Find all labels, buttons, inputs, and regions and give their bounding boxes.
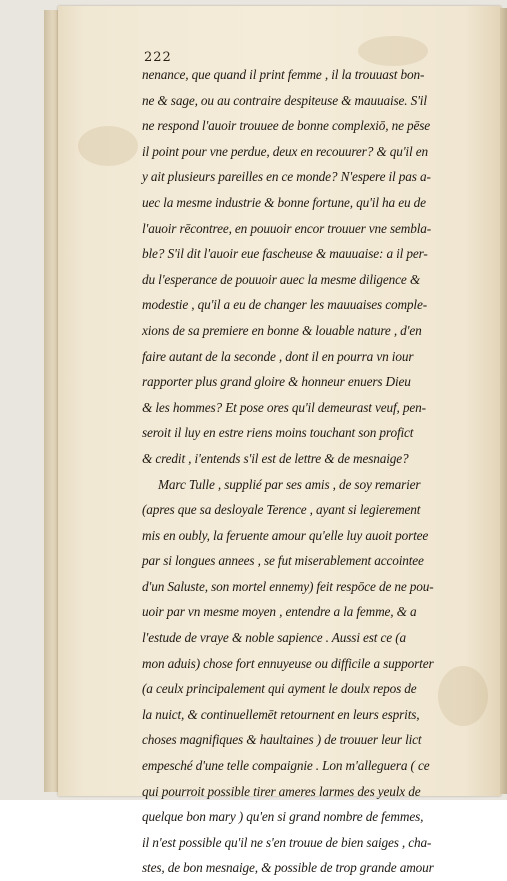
text-line: & credit , i'entends s'il est de lettre & de mesnaige?: [142, 450, 409, 466]
text-line: l'auoir rēcontree, en pouuoir encor trouuer vne sembla-: [142, 220, 432, 236]
page-edge-right: [500, 8, 507, 794]
text-line: (a ceulx principalement qui ayment le doulx repos de: [142, 681, 417, 697]
text-line: seroit il luy en estre riens moins touchant son profict: [142, 425, 414, 441]
text-line: quelque bon mary ) qu'en si grand nombre de femmes,: [142, 809, 424, 825]
text-line: la nuict, & continuellemēt retournent en leurs esprits,: [142, 706, 420, 722]
text-line: d'un Saluste, son mortel ennemy) feit respōce de ne pou-: [142, 578, 434, 594]
text-line: & les hommes? Et pose ores qu'il demeurast veuf, pen-: [142, 399, 426, 415]
text-line: l'estude de vraye & noble sapience . Aussi est ce (a: [142, 630, 406, 646]
paper-stain: [78, 126, 138, 166]
text-line: xions de sa premiere en bonne & louable nature , d'en: [142, 322, 422, 338]
text-line: (apres que sa desloyale Terence , ayant si legierement: [142, 502, 421, 518]
text-line: il n'est possible qu'il ne s'en trouue de bien saiges , cha-: [142, 834, 432, 850]
text-line: mon aduis) chose fort ennuyeuse ou difficile a supporter: [142, 655, 434, 671]
page-gutter-left: [44, 10, 58, 792]
text-line: ble? S'il dit l'auoir eue fascheuse & mauuaise: a il per-: [142, 246, 428, 262]
text-line: rapporter plus grand gloire & honneur enuers Dieu: [142, 374, 411, 390]
text-line: nenance, que quand il print femme , il la trouuast bon-: [142, 67, 425, 82]
text-line: faire autant de la seconde , dont il en pourra vn iour: [142, 348, 414, 364]
text-line: empesché d'une telle compaignie . Lon m'alleguera ( ce: [142, 758, 430, 774]
text-line: choses magnifiques & haultaines ) de trouuer leur lict: [142, 732, 422, 748]
text-block: [142, 62, 460, 881]
text-line: du l'esperance de pouuoir auec la mesme diligence &: [142, 271, 421, 287]
text-line: stes, de bon mesnaige, & possible de trop grande amour: [142, 860, 434, 876]
page-number: 222: [144, 50, 172, 65]
text-line: mis en oubly, la feruente amour qu'elle luy auoit portee: [142, 527, 429, 543]
paragraph-start-line: Marc Tulle , supplié par ses amis , de soy remarier: [158, 476, 421, 492]
text-line: modestie , qu'il a eu de changer les mauuaises comple-: [142, 297, 427, 313]
text-line: il point pour vne perdue, deux en recouurer? & qu'il en: [142, 143, 428, 159]
text-line: par si longues annees , se fut miserablement accointee: [142, 553, 424, 569]
text-line: qui pourroit possible tirer ameres larmes des yeulx de: [142, 783, 421, 799]
text-line: ne & sage, ou au contraire despiteuse & mauuaise. S'il: [142, 92, 427, 108]
text-line: uec la mesme industrie & bonne fortune, qu'il ha eu de: [142, 194, 426, 210]
text-line: y ait plusieurs pareilles en ce monde? N'espere il pas a-: [142, 169, 431, 185]
text-line: ne respond l'auoir trouuee de bonne complexiō, ne pēse: [142, 118, 431, 134]
text-line: uoir par vn mesme moyen , entendre a la femme, & a: [142, 604, 417, 620]
